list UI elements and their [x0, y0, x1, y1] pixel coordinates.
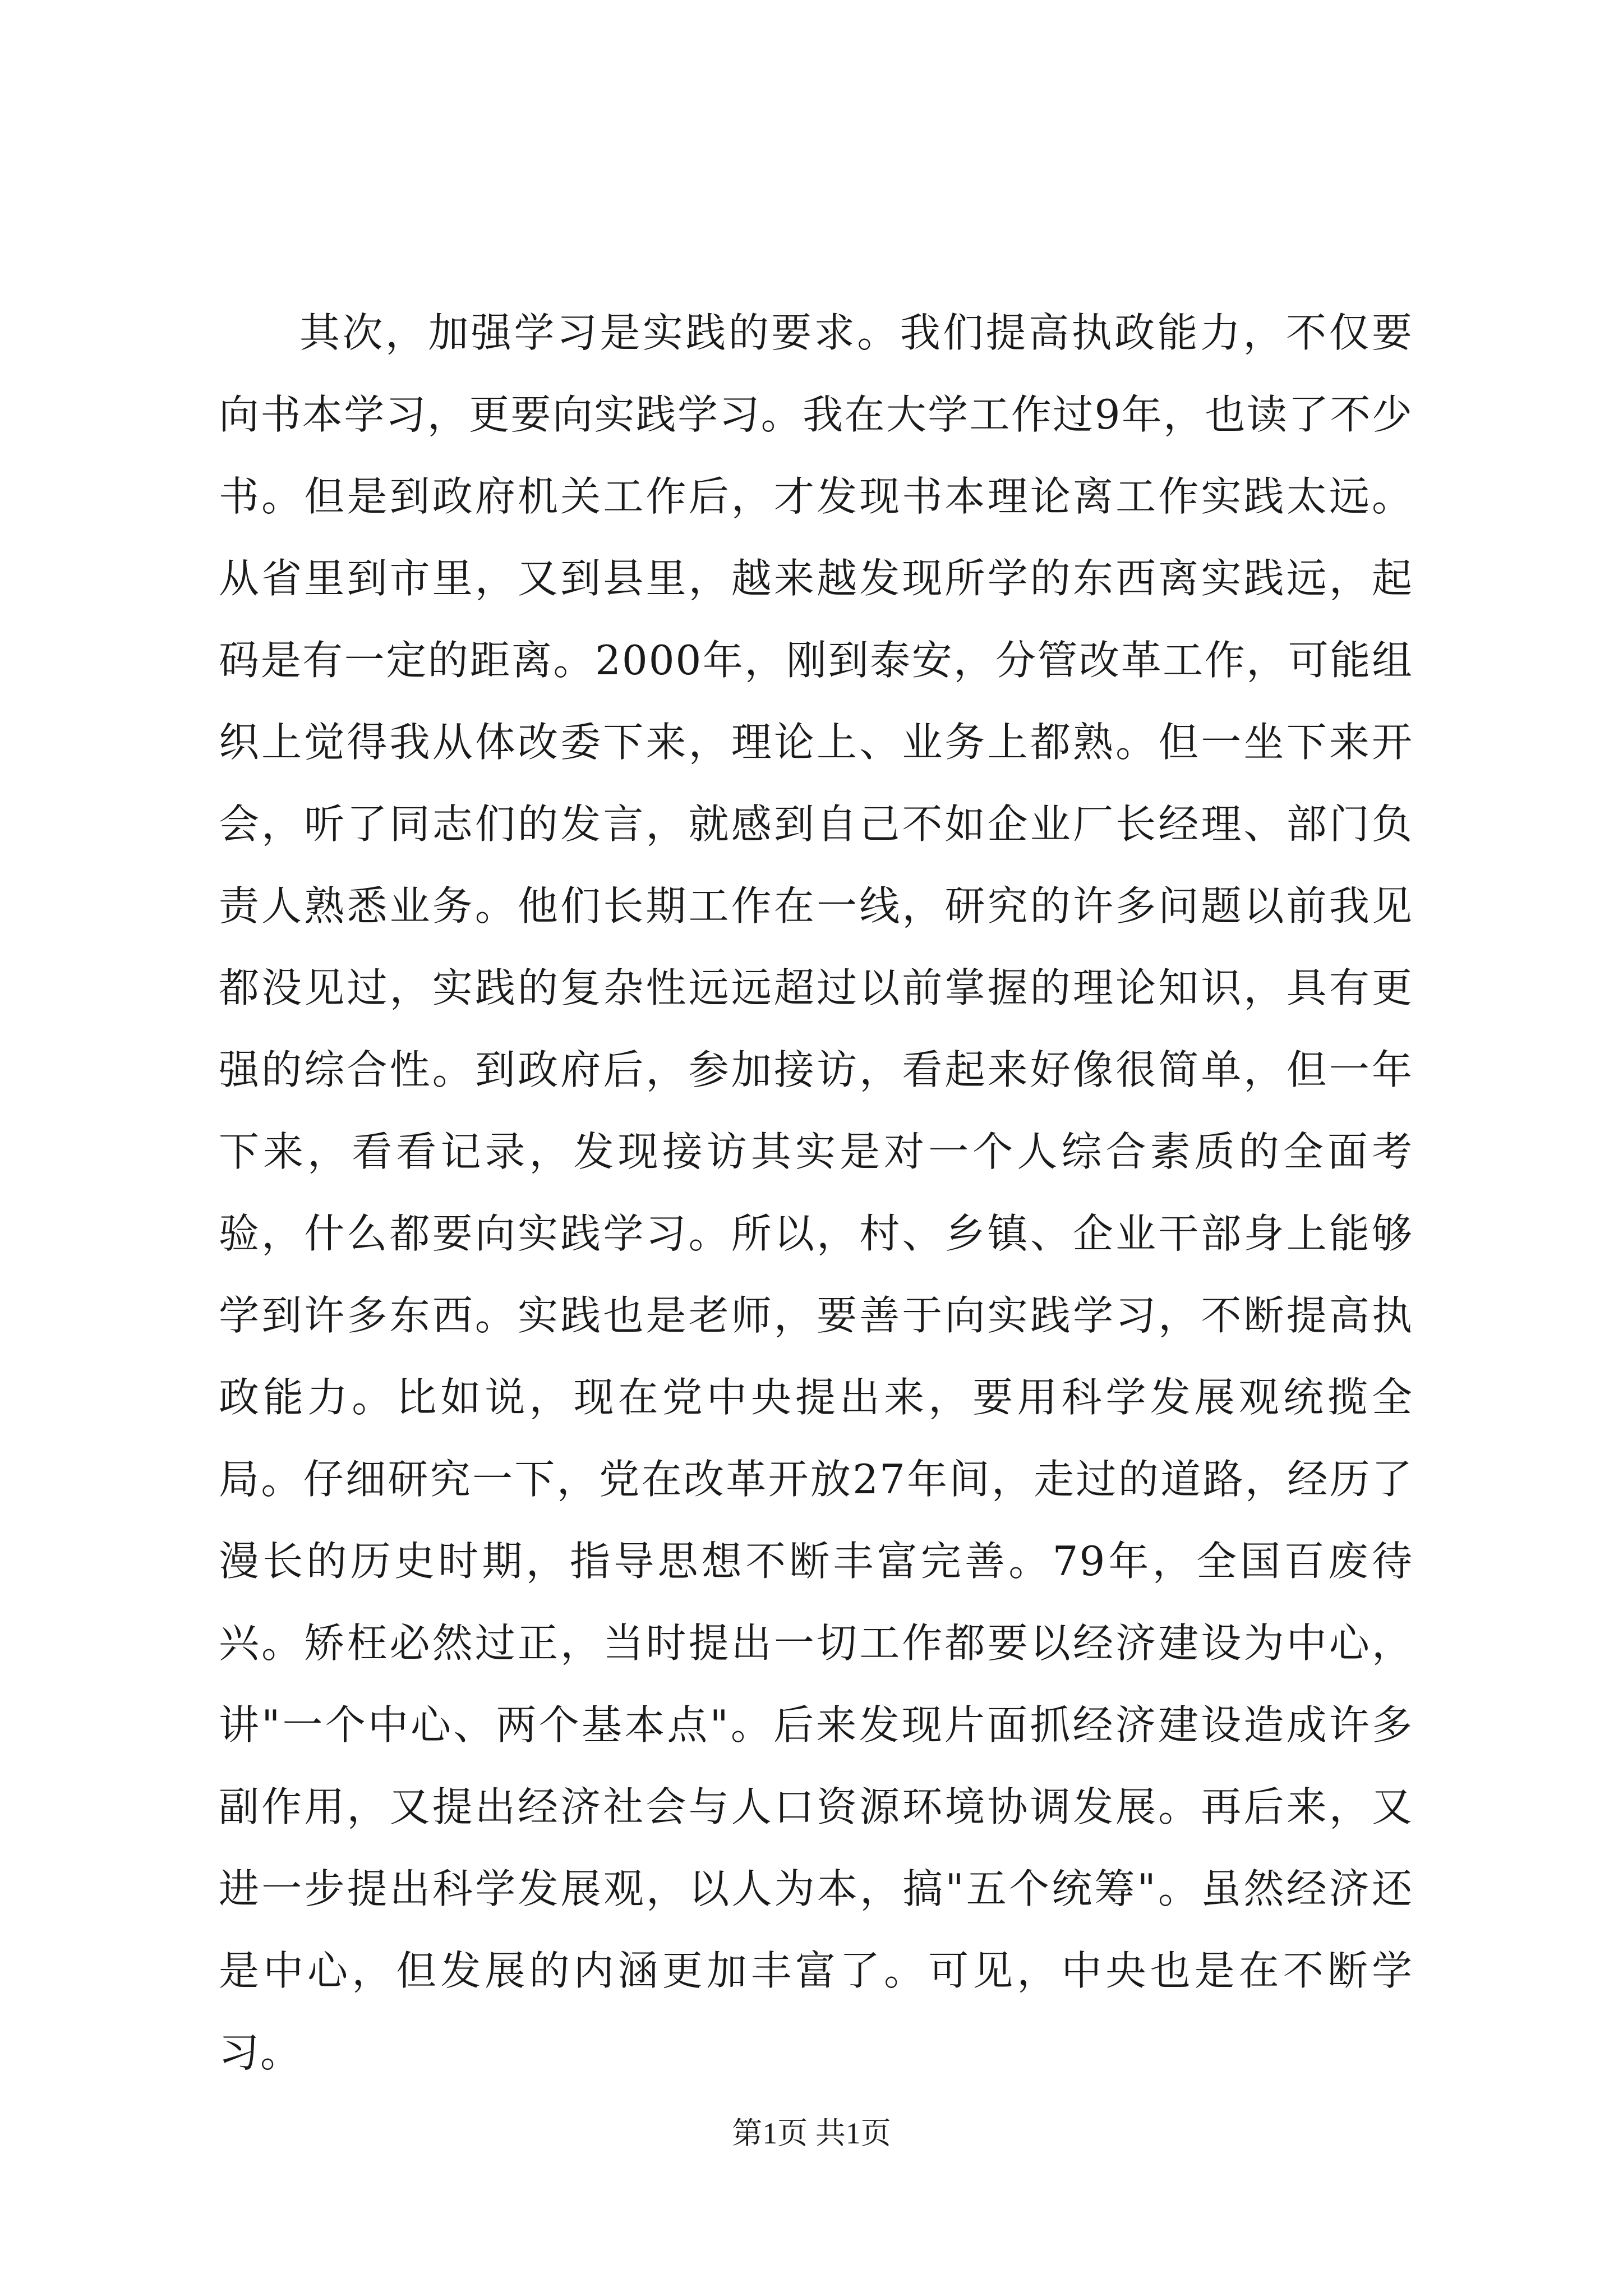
page-footer: 第1页 共1页	[732, 2116, 891, 2150]
body-paragraph: 其次，加强学习是实践的要求。我们提高执政能力，不仅要向书本学习，更要向实践学习。我在大学工作过9年，也读了不少书。但是到政府机关工作后，才发现书本理论离工作实践太远。从省里到市里，又到县里，越来越发现所学的东西离实践远，起码是有一定的距离。2000年，刚到泰安，分管改革工作，可能组织上觉得我从体改委下来，理论上、业务上都熟。但一坐下来开会，听了同志们的发言，就感到自己不如企业厂长经理、部门负责人熟悉业务。他们长期工作在一线，研究的许多问题以前我见都没见过，实践的复杂性远远超过以前掌握的理论知识，具有更强的综合性。到政府后，参加接访，看起来好像很简单，但一年下来，看看记录，发现接访其实是对一个人综合素质的全面考验，什么都要向实践学习。所以，村、乡镇、企业干部身上能够学到许多东西。实践也是老师，要善于向实践学习，不断提高执政能力。比如说，现在党中央提出来，要用科学发展观统揽全局。仔细研究一下，党在改革开放27年间，走过的道路，经历了漫长的历史时期，指导思想不断丰富完善。79年，全国百废待兴。矫枉必然过正，当时提出一切工作都要以经济建设为中心，讲"一个中心、两个基本点"。后来发现片面抓经济建设造成许多副作用，又提出经济社会与人口资源环境协调发展。再后来，又进一步提出科学发展观，以人为本，搞"五个统筹"。虽然经济还是中心，但发展的内涵更加丰富了。可见，中央也是在不断学习。	[219, 309, 1413, 2076]
